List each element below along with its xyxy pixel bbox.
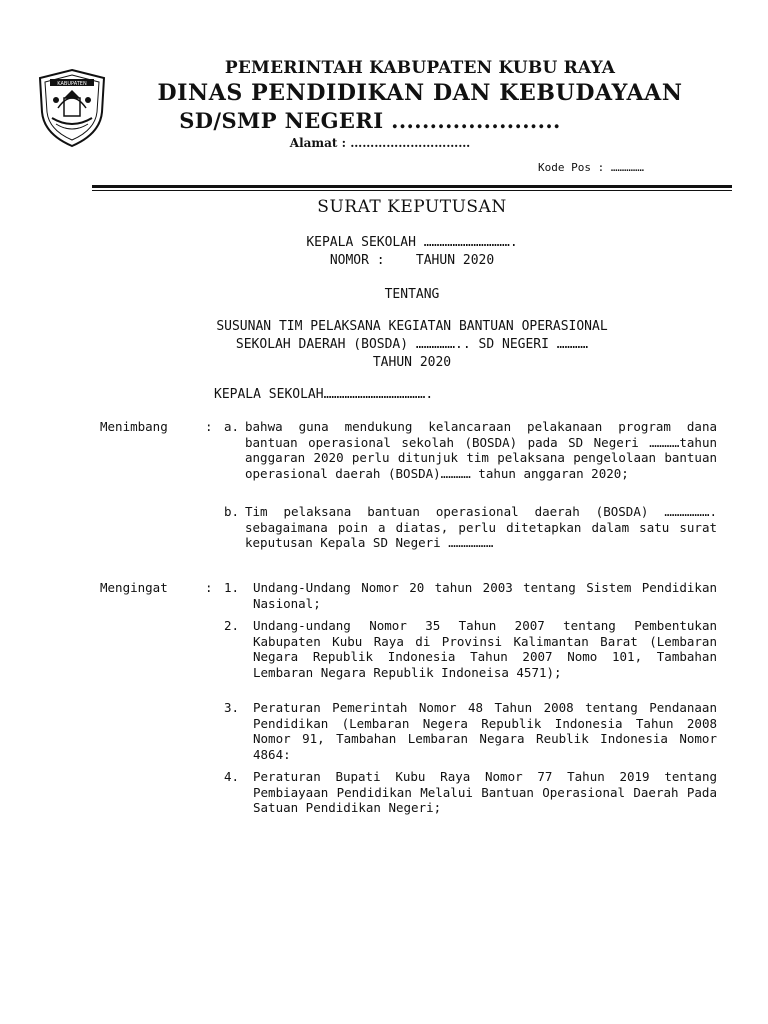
mengingat-colon: : <box>205 580 213 595</box>
menimbang-item-a-mark: a. <box>224 419 240 434</box>
letterhead-divider-thick <box>92 185 732 188</box>
document-title: SURAT KEPUTUSAN <box>317 197 507 217</box>
kubu-raya-emblem-icon <box>36 68 108 148</box>
mengingat-item-1-mark: 1. <box>224 580 240 595</box>
letterhead-government: PEMERINTAH KABUPATEN KUBU RAYA <box>224 58 616 78</box>
mengingat-item-3-text: Peraturan Pemerintah Nomor 48 Tahun 2008 tentang Pendanaan Pendidikan (Lembaran Negera Republik Indonesia Tahun 2008 Nomor 91, Tambahan Lembaran Negara Reublik Indonesia Nomor 4864: <box>253 700 717 762</box>
mengingat-item-4-mark: 4. <box>224 769 240 784</box>
logo-text: KABUPATEN <box>57 81 87 87</box>
menimbang-colon: : <box>205 419 213 434</box>
subject-line-2: SEKOLAH DAERAH (BOSDA) …………….. SD NEGERI ………… <box>235 337 589 352</box>
letterhead-school: SD/SMP NEGERI ...................... <box>179 108 561 133</box>
number-line: NOMOR : TAHUN 2020 <box>329 253 495 268</box>
subject-line-3: TAHUN 2020 <box>372 355 452 370</box>
letterhead-divider-thin <box>92 190 732 191</box>
head-line: KEPALA SEKOLAH…………………………………. <box>214 387 434 402</box>
menimbang-item-b-mark: b. <box>224 504 240 519</box>
mengingat-item-1-text: Undang-Undang Nomor 20 tahun 2003 tentang Sistem Pendidikan Nasional; <box>253 580 717 611</box>
issuer-line: KEPALA SEKOLAH ……………………………. <box>306 235 518 250</box>
mengingat-item-2-text: Undang-undang Nomor 35 Tahun 2007 tentang Pembentukan Kabupaten Kubu Raya di Provinsi Kalimantan Barat (Lembaran Negara Republik Indonesia Tahun 2007 Nomo 101, Tambahan Lembaran Negara Republik Indoneisa 4571); <box>253 618 717 680</box>
postal-code: Kode Pos : …………… <box>538 161 644 174</box>
menimbang-label: Menimbang <box>100 419 168 434</box>
mengingat-label: Mengingat <box>100 580 168 595</box>
about-heading: TENTANG <box>384 287 440 302</box>
mengingat-item-4-text: Peraturan Bupati Kubu Raya Nomor 77 Tahun 2019 tentang Pembiayaan Pendidikan Melalui Bantuan Operasional Daerah Pada Satuan Pendidikan Negeri; <box>253 769 717 816</box>
subject-line-1: SUSUNAN TIM PELAKSANA KEGIATAN BANTUAN OPERASIONAL <box>216 319 608 334</box>
mengingat-item-3-mark: 3. <box>224 700 240 715</box>
letterhead-department: DINAS PENDIDIKAN DAN KEBUDAYAAN <box>157 80 683 106</box>
menimbang-item-b-text: Tim pelaksana bantuan operasional daerah (BOSDA) ………………. sebagaimana poin a diatas, perlu ditetapkan dalam satu surat keputusan Kepala SD Negeri ……………… <box>245 504 717 551</box>
menimbang-item-a-text: bahwa guna mendukung kelancaraan pelakanaan program dana bantuan operasional sekolah (BOSDA) pada SD Negeri …………tahun anggaran 2020 perlu ditunjuk tim pelaksana pengelolaan bantuan operasional daerah (BOSDA)………… tahun anggaran 2020; <box>245 419 717 481</box>
mengingat-item-2-mark: 2. <box>224 618 240 633</box>
letterhead-address: Alamat : ………………………… <box>289 136 471 150</box>
